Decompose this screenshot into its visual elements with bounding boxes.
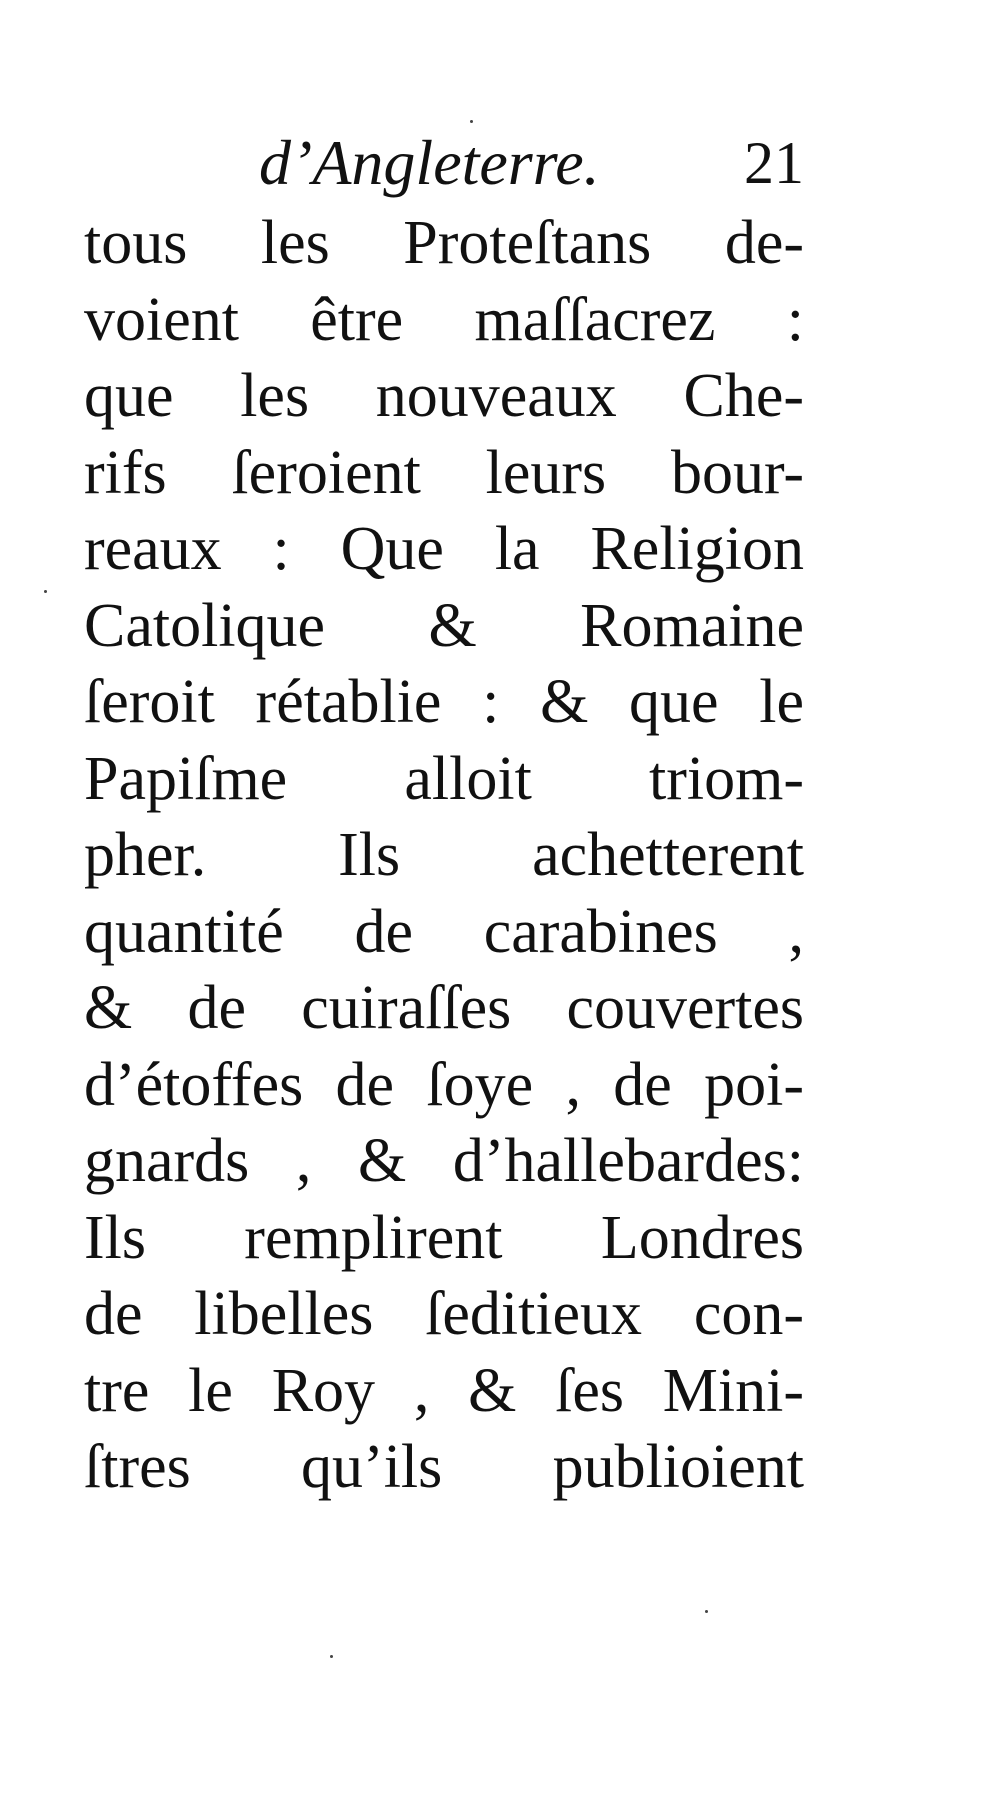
text-line: rifs ſeroient leurs bour- [84, 438, 804, 507]
running-header [84, 118, 804, 208]
text-line: d’étoffes de ſoye , de poi- [84, 1050, 804, 1119]
print-speck [44, 590, 47, 593]
text-line: Catolique & Romaine [84, 591, 804, 660]
text-line: & de cuiraſſes couvertes [84, 974, 804, 1042]
text-line: tre le Roy , & ſes Mini- [84, 1356, 804, 1425]
text-line: Ils remplirent Londres [84, 1203, 804, 1272]
text-line: gnards , & d’hallebardes: [84, 1127, 804, 1195]
text-line: reaux : Que la Religion [84, 515, 804, 583]
page-number: 21 [744, 130, 804, 196]
body-text [84, 205, 804, 1506]
text-line: que les nouveaux Che- [84, 362, 804, 430]
text-line: quantité de carabines , [84, 897, 804, 966]
print-speck [470, 120, 473, 123]
text-line: Papiſme alloit triom- [84, 744, 804, 813]
text-line: pher. Ils achetterent [84, 821, 804, 889]
text-line: ſtres qu’ils publioient [84, 1433, 804, 1501]
running-title: d’Angleterre. [259, 127, 600, 198]
print-speck [705, 1610, 708, 1613]
text-line: de libelles ſeditieux con- [84, 1280, 804, 1348]
print-speck [330, 1655, 333, 1658]
text-line: tous les Proteſtans de- [84, 209, 804, 277]
text-line: voient être maſſacrez : [84, 285, 804, 354]
text-line: ſeroit rétablie : & que le [84, 668, 804, 736]
